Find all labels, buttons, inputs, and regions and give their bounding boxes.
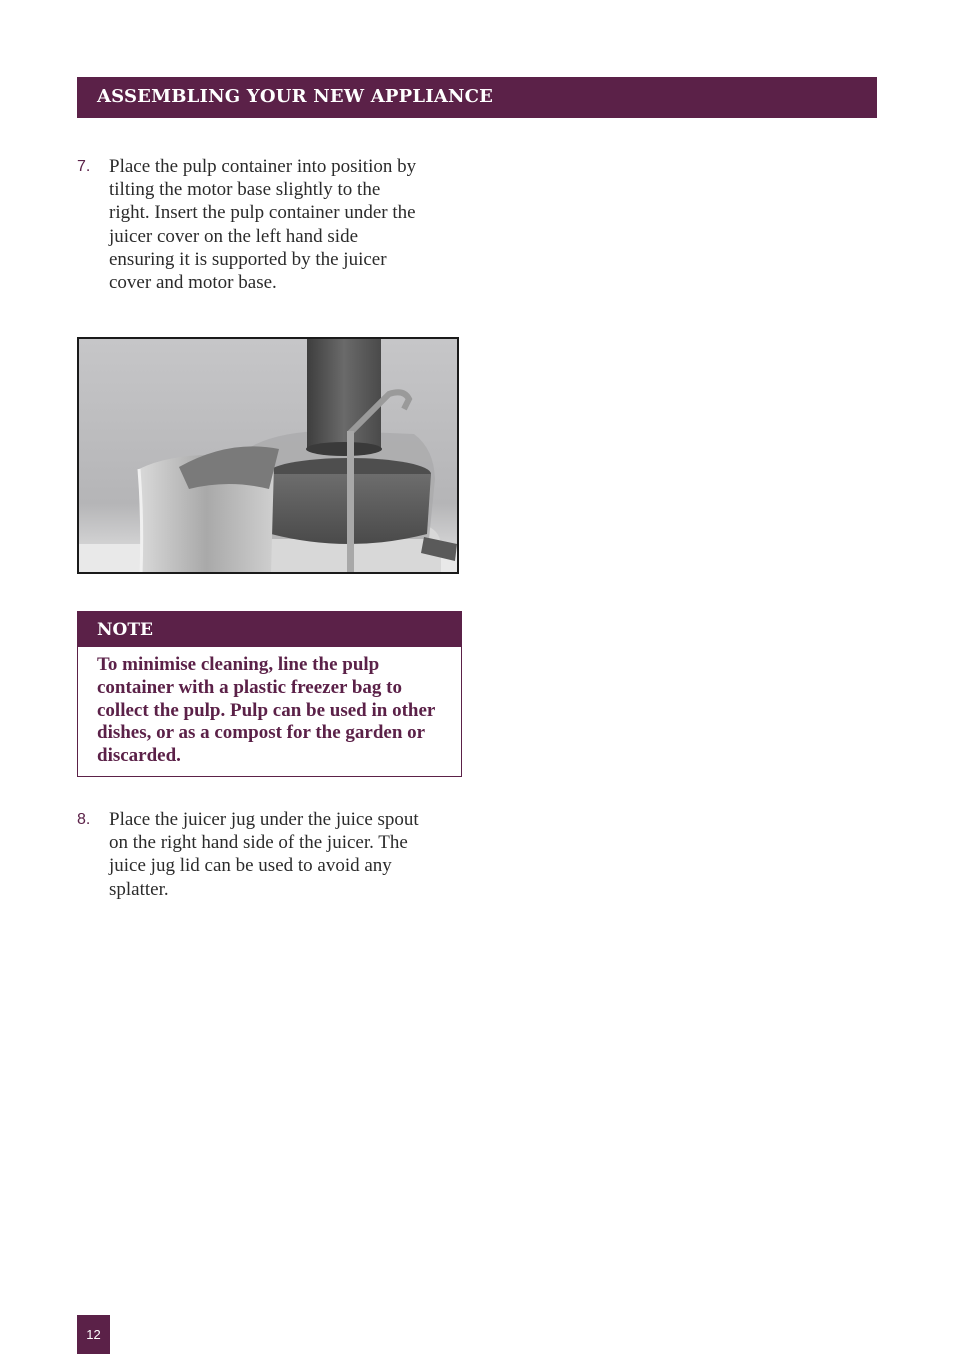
section-header	[77, 77, 877, 118]
section-title: ASSEMBLING YOUR NEW APPLIANCE	[97, 86, 494, 107]
juicer-photo	[77, 337, 459, 574]
step-number: 7.	[77, 158, 91, 175]
note-text: To minimise cleaning, line the pulp container with a plastic freezer bag to collect the pulp. Pulp can be used in other dishes, or as a compost for the garden or discarded.	[97, 654, 435, 767]
juicer-illustration	[79, 339, 459, 574]
page-number: 12	[77, 1315, 110, 1354]
note-box	[77, 611, 462, 777]
note-title: NOTE	[97, 620, 153, 640]
step-8	[77, 808, 422, 901]
step-number: 8.	[77, 811, 91, 828]
step-7	[77, 155, 422, 294]
step-text: Place the pulp container into position by tilting the motor base slightly to the right. Insert the pulp container under the juicer cover on the left hand side ensuring it is supported by the juicer cover and motor base.	[109, 156, 417, 294]
step-text: Place the juicer jug under the juice spout on the right hand side of the juicer. The juice jug lid can be used to avoid any splatter.	[109, 809, 419, 900]
note-header	[78, 612, 461, 647]
